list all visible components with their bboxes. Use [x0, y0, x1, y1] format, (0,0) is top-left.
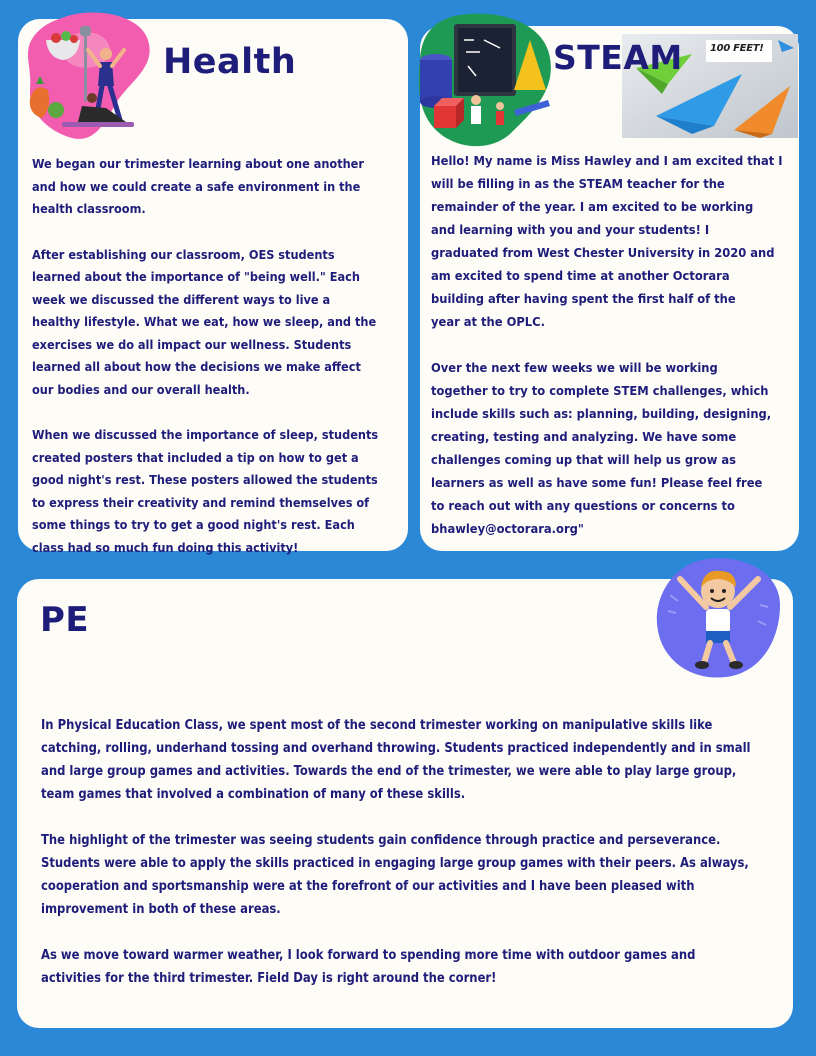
pe-paragraph: The highlight of the trimester was seeing students gain confidence through practice and perseverance. Students were able to apply the skills practiced in engaging large group games with their peers. As always, cooperation and sportsmanship were at the forefront of our activities and I have been pleased with improvement in both of these areas.	[41, 833, 749, 917]
pe-heading: PE	[40, 600, 90, 640]
classroom-science-icon	[414, 10, 554, 150]
health-paragraph: After establishing our classroom, OES students learned about the importance of "being well." Each week we discussed the different ways to live a healthy lifestyle. What we eat, how we sleep, and the exercises we do all impact our wellness. Students learned all about how the decisions we make affect our bodies and our overall health.	[32, 246, 377, 397]
steam-heading: STEAM	[553, 38, 683, 77]
jumping-child-icon	[654, 555, 782, 680]
health-heading: Health	[163, 42, 297, 82]
pe-paragraph: As we move toward warmer weather, I look forward to spending more time with outdoor games and activities for the third trimester. Field Day is right around the corner!	[41, 948, 696, 986]
photo-caption: 100 FEET!	[710, 43, 764, 54]
health-paragraph: We began our trimester learning about one another and how we could create a safe environment in the health classroom.	[32, 156, 364, 216]
pe-paragraph: In Physical Education Class, we spent most of the second trimester working on manipulative skills like catching, rolling, underhand tossing and overhand throwing. Students practiced independently and in small and large group games and activities. Towards the end of the trimester, we were able to play large group, team games that involved a combination of many of these skills.	[41, 718, 751, 802]
healthy-lifestyle-icon	[22, 10, 152, 145]
health-paragraph: When we discussed the importance of sleep, students created posters that included a tip on how to get a good night's rest. These posters allowed the students to express their creativity and remind themselves of some things to try to get a good night's rest. Each class had so much fun doing this activity!	[32, 427, 379, 555]
steam-paragraph: Hello! My name is Miss Hawley and I am excited that I will be filling in as the STEAM teacher for the remainder of the year. I am excited to be working and learning with you and your students! I graduated from West Chester University in 2020 and am excited to spend time at another Octorara building after having spent the first half of the year at the OPLC.	[431, 154, 783, 330]
steam-body	[431, 150, 793, 541]
pe-body	[41, 714, 786, 990]
steam-paragraph: Over the next few weeks we will be working together to try to complete STEM challenges, which include skills such as: planning, building, designing, creating, testing and analyzing. We have some challenges coming up that will help us grow as learners as well as have some fun! Please feel free to reach out with any questions or concerns to bhawley@octorara.org"	[431, 361, 772, 537]
health-body	[32, 153, 402, 559]
